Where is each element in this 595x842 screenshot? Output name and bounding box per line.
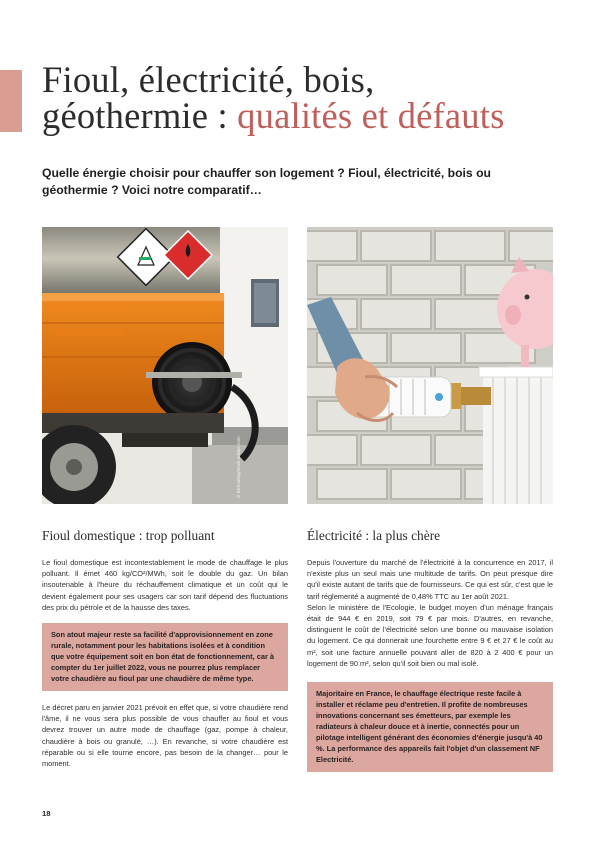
fioul-heading: Fioul domestique : trop polluant [42, 528, 215, 543]
lead-paragraph: Quelle énergie choisir pour chauffer son logement ? Fioul, électricité, bois ou géothermie ? Voici notre comparatif… [42, 166, 491, 197]
electricite-section [307, 528, 553, 783]
photo-credit-left: © BEhosting/stock.adobe.com [236, 436, 241, 498]
electricite-callout [307, 682, 553, 772]
electricite-paragraph-2: Selon le ministère de l'Ecologie, le budget moyen d'un ménage français était de 944 € en 2019, soit 79 € par mois. D'autres, en revanche, distinguent le coût de l'électricité selon une bonne ou mauvaise isolation du logement. Ce qui donnerait une fourchette entre 9 € et 27 € le coût au m², soit une facture annuelle pouvant aller de 820 à 2 400 € pour un logement de 90 m², selon qu'il soit bien ou mal isolé. [307, 602, 553, 668]
accent-bar [0, 70, 22, 132]
fioul-section [42, 528, 288, 769]
electricite-callout-text: Majoritaire en France, le chauffage électrique reste facile à installer et réclame peu d'entretien. Il profite de nombreuses innovations concernant ses émetteurs, par exemple les radiateurs à chaleur douce et à inertie, connectés pour un pilotage intelligent générant des économies d'énergie jusqu'à 40 %. La performance des appareils fait l'objet d'un classement NF Electricité. [316, 689, 543, 765]
radiator-photo [307, 227, 553, 504]
fuel-truck-photo [42, 227, 288, 504]
fioul-callout-text: Son atout majeur reste sa facilité d'approvisionnement en zone rurale, notamment pour les habitations isolées et à condition que votre équipement soit en bon état de fonctionnement, car à compter du 1er juillet 2022, vous ne pourrez plus remplacer votre chaudière au fioul par une chaudière de même type. [51, 630, 274, 684]
page-number: 18 [42, 809, 51, 818]
fioul-paragraph-1: Le fioul domestique est incontestablement le mode de chauffage le plus polluant. Il émet 460 kg/CO²/MWh, soit le double du gaz. Un bilan insoutenable à l'heure du réchauffement climatique et un coût qui le devient également pour ses usagers car son tarif dépend des fluctuations des prix du pétrole et de la hausse des taxes. [42, 558, 288, 612]
fioul-callout [42, 623, 288, 691]
photo-credit-right: © Atelier Pixpic - stock.adobe.com [543, 428, 548, 498]
electricite-heading: Électricité : la plus chère [307, 528, 441, 543]
title-line-2: géothermie : [42, 95, 238, 136]
page-title [42, 59, 572, 136]
title-line-1: Fioul, électricité, bois, [42, 59, 375, 100]
fioul-paragraph-2: Le décret paru en janvier 2021 prévoit en effet que, si votre chaudière rend l'âme, il ne vous sera plus possible de vous chauffer au fioul et vous devrez trouver un autre mode de chauffage (gaz, pompe à chaleur, chaudière à bois ou granulé, …). En revanche, si votre chaudière est réparable ou si elle tourne encore, pas besoin de la changer… pour le moment. [42, 703, 288, 769]
title-highlight: qualités et défauts [237, 95, 505, 136]
electricite-paragraph-1: Depuis l'ouverture du marché de l'électricité à la concurrence en 2017, il n'existe plus un seul mais une multitude de tarifs. On peut presque dire qu'il existe autant de tarifs que de fournisseurs. Ce qui est sûr, c'est que le tarif réglementé a augmenté de 0,48% TTC au 1er août 2021. [307, 558, 553, 601]
